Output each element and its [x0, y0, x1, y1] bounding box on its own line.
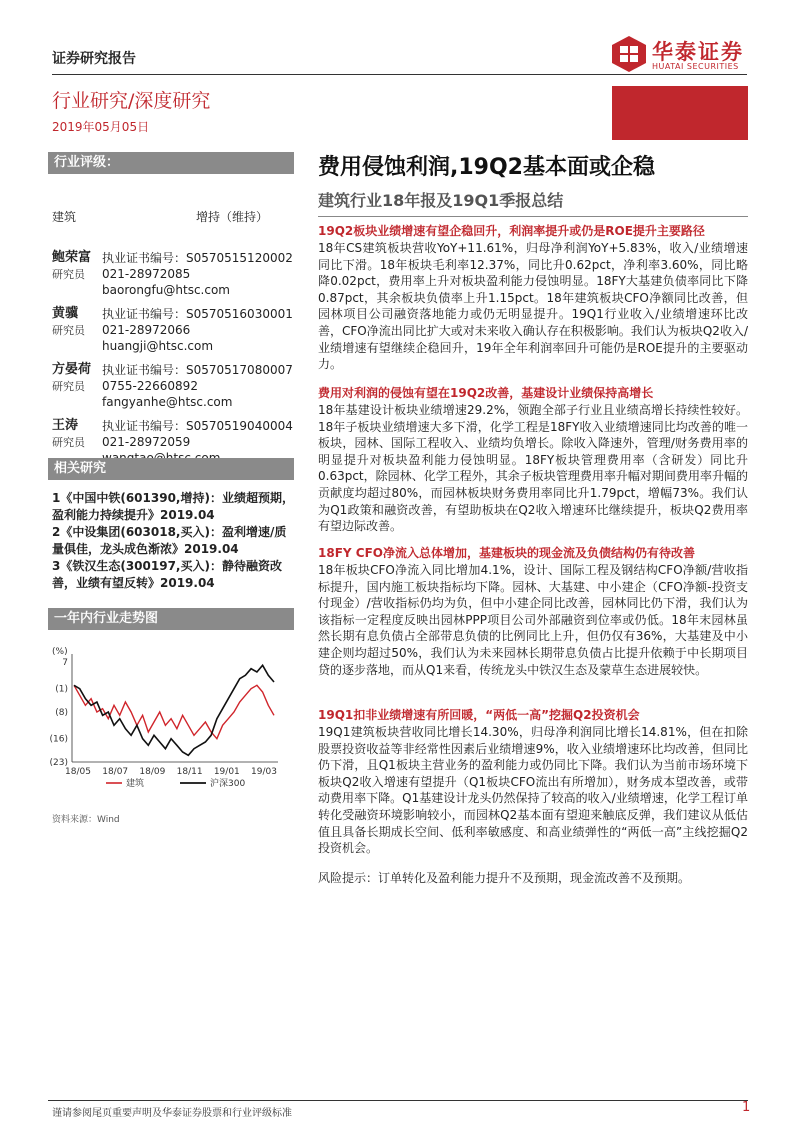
- related-list: [52, 490, 294, 592]
- y-tick-label: (8): [55, 708, 68, 718]
- logo-text-en: HUATAI SECURITIES: [652, 62, 739, 71]
- analyst-list: [48, 250, 294, 474]
- legend-label: 建筑: [126, 779, 145, 789]
- logo-mark-icon: [612, 36, 646, 72]
- y-tick-label: (23): [49, 758, 68, 768]
- x-tick-label: 18/09: [139, 767, 166, 777]
- trend-chart: [48, 640, 294, 800]
- analyst-role: 研究员: [52, 324, 85, 337]
- analyst-name: 黄骥: [52, 306, 79, 321]
- section-4: [318, 706, 748, 857]
- y-tick-label: (16): [49, 734, 68, 745]
- analyst-role: 研究员: [52, 380, 85, 393]
- rating-sector: 建筑: [52, 210, 77, 224]
- related-item[interactable]: 2《中设集团(603018,买入)：盈利增速/质量俱佳，龙头成色渐浓》2019.04: [52, 525, 287, 556]
- section-heading: 19Q1扣非业绩增速有所回暖，“两低一高”挖掘Q2投资机会: [318, 708, 640, 722]
- trend-head: 一年内行业走势图: [48, 608, 294, 630]
- analyst-email[interactable]: fangyanhe@htsc.com: [102, 395, 233, 409]
- y-tick-label: 7: [62, 658, 68, 668]
- section-body: 18年板块CFO净流入同比增加4.1%，设计、国际工程及钢结构CFO净额/营收指标提升，国内施工板块指标均下降。园林、大基建、中小建企（CFO净额-投资支付现金）/营收指标仍均为负，但中小建企同比改善，园林同比仍下滑，我们认为该指标一定程度反映出园林PPP项目公司外部融资到位率或仍低。18年末园林虽然长期有息负债占全部带息负债的比例同比上升，但仍仅有36%，大基建及中小建企则均超过50%，我们认为未来园林长期带息负债占比提升依赖于中长期项目贷的逐步落地，而从Q1来看，传统龙头中铁汉生态及蒙草生态进展较快。: [318, 563, 748, 677]
- section-heading: 费用对利润的侵蚀有望在19Q2改善，基建设计业绩保持高增长: [318, 386, 654, 400]
- related-head: 相关研究: [48, 458, 294, 480]
- trend-block: [48, 608, 294, 630]
- report-category: 行业研究/深度研究: [52, 90, 211, 112]
- x-tick-label: 19/01: [213, 767, 240, 777]
- chart-source: 资料来源：Wind: [52, 815, 120, 825]
- footer-disclaimer: 谨请参阅尾页重要声明及华泰证券股票和行业评级标准: [52, 1108, 292, 1119]
- analyst-cert: 执业证书编号：S0570519040004: [102, 419, 293, 433]
- x-tick-label: 18/05: [65, 767, 91, 777]
- analyst-email[interactable]: huangji@htsc.com: [102, 339, 214, 353]
- footer-rule: [48, 1100, 748, 1101]
- section-body: 19Q1建筑板块营收同比增长14.30%，归母净利润同比增长14.81%，但在扣除股票投资收益等非经常性因素后业绩增速9%，收入业绩增速环比均改善，但同比仍下滑，且Q1板块主营业务的盈利能力或仍同比下降。我们认为当前市场环境下板块Q2收入增速有望提升（Q1板块CFO流出有所增加），财务成本望改善，或带动费用率下降。Q1基建设计龙头仍然保持了较高的收入/业绩增速，化学工程订单转化受融资环境影响较小，而园林Q2基本面有望迎来触底反弹，我们建议从低估值且具备长期成长空间、低利率敏感度、和高业绩弹性的“两低一高”主线挖掘Q2投资机会。: [318, 725, 748, 856]
- section-body: 18年基建设计板块业绩增速29.2%，领跑全部子行业且业绩高增长持续性较好。18年子板块业绩增速大多下滑，化学工程是18FY收入业绩增速同比均改善的唯一板块，园林、国际工程收入、业绩均负增长。除收入降速外，管理/财务费用率的明显提升对板块盈利能力侵蚀明显。18FY板块管理费用率（含研发）同比升0.63pct，除园林、化学工程外，其余子板块管理费用率升幅对期间费用率升幅的贡献度均超过80%，而园林板块财务费用率同比升1.79pct，增幅73%。我们认为Q1政策和融资改善，有望助板块在Q2收入增速环比继续提升，板块Q2费用率有望边际改善。: [318, 403, 748, 534]
- rating-block: [48, 152, 294, 224]
- report-subtitle: 建筑行业18年报及19Q1季报总结: [318, 191, 564, 210]
- y-tick-label: (1): [55, 684, 68, 695]
- page-number: 1: [742, 1100, 751, 1115]
- legend-label: 沪深300: [210, 779, 246, 789]
- logo-text-cn: 华泰证券: [652, 40, 744, 64]
- header-red-band: [612, 86, 748, 140]
- analyst-name: 鲍荣富: [52, 250, 92, 265]
- x-tick-label: 18/07: [102, 767, 129, 777]
- related-item[interactable]: 1《中国中铁(601390,增持)：业绩超预期，盈利能力持续提升》2019.04: [52, 491, 294, 522]
- analyst-name: 王涛: [52, 418, 79, 433]
- x-tick-label: 19/03: [251, 767, 277, 777]
- section-body: 18年CS建筑板块营收YoY+11.61%，归母净利润YoY+5.83%，收入/业绩增速同比下滑。18年板块毛利率12.37%，同比升0.62pct，净利率3.60%，同比略降0.02pct，费用率上升对板块盈利能力侵蚀明显。18FY大基建负债率同比下降0.87pct，其余板块负债率上升1.15pct。18年建筑板块CFO净额同比改善，但园林项目公司融资落地能力或仍无明显提升。19Q1行业收入/业绩增速环比改善，CFO净流出同比扩大或对未来收入确认存在积极影响。我们认为板块Q2收入/业绩增速有望继续企稳回升，19年全年利润率回升可能仍是ROE提升的主要驱动力。: [318, 241, 748, 372]
- x-tick-label: 18/11: [176, 767, 203, 777]
- report-date: 2019年05月05日: [52, 120, 150, 134]
- analyst-phone: 021-28972059: [102, 435, 191, 449]
- company-logo: [612, 36, 752, 76]
- analyst-name: 方晏荷: [52, 362, 92, 377]
- report-title: 费用侵蚀利润,19Q2基本面或企稳: [318, 155, 655, 180]
- y-axis-label: (%): [52, 647, 68, 657]
- section-heading: 18FY CFO净流入总体增加，基建板块的现金流及负债结构仍有待改善: [318, 546, 695, 560]
- section-3: [318, 544, 748, 678]
- analyst-cert: 执业证书编号：S0570516030001: [102, 307, 293, 321]
- analyst-item: [48, 306, 294, 362]
- series-line-jianzhu: [74, 685, 274, 738]
- analyst-role: 研究员: [52, 436, 85, 449]
- analyst-item: [48, 362, 294, 418]
- related-item[interactable]: 3《铁汉生态(300197,买入)：静待融资改善，业绩有望反转》2019.04: [52, 559, 282, 590]
- related-block: [48, 458, 294, 480]
- section-heading: 19Q2板块业绩增速有望企稳回升，利润率提升或仍是ROE提升主要路径: [318, 224, 705, 238]
- analyst-email[interactable]: baorongfu@htsc.com: [102, 283, 230, 297]
- rating-row: [48, 174, 294, 224]
- rating-head: 行业评级：: [48, 152, 294, 174]
- section-2: [318, 384, 748, 535]
- analyst-phone: 021-28972085: [102, 267, 191, 281]
- risk-note: 风险提示：订单转化及盈利能力提升不及预期，现金流改善不及预期。: [318, 871, 691, 885]
- analyst-item: [48, 250, 294, 306]
- analyst-cert: 执业证书编号：S0570517080007: [102, 363, 293, 377]
- subtitle-rule: [318, 216, 748, 217]
- analyst-phone: 021-28972066: [102, 323, 191, 337]
- section-1: [318, 222, 748, 373]
- analyst-phone: 0755-22660892: [102, 379, 198, 393]
- analyst-role: 研究员: [52, 268, 85, 281]
- rating-value: 增持（维持）: [196, 210, 269, 224]
- doc-type: 证券研究报告: [52, 51, 136, 67]
- analyst-cert: 执业证书编号：S0570515120002: [102, 251, 293, 265]
